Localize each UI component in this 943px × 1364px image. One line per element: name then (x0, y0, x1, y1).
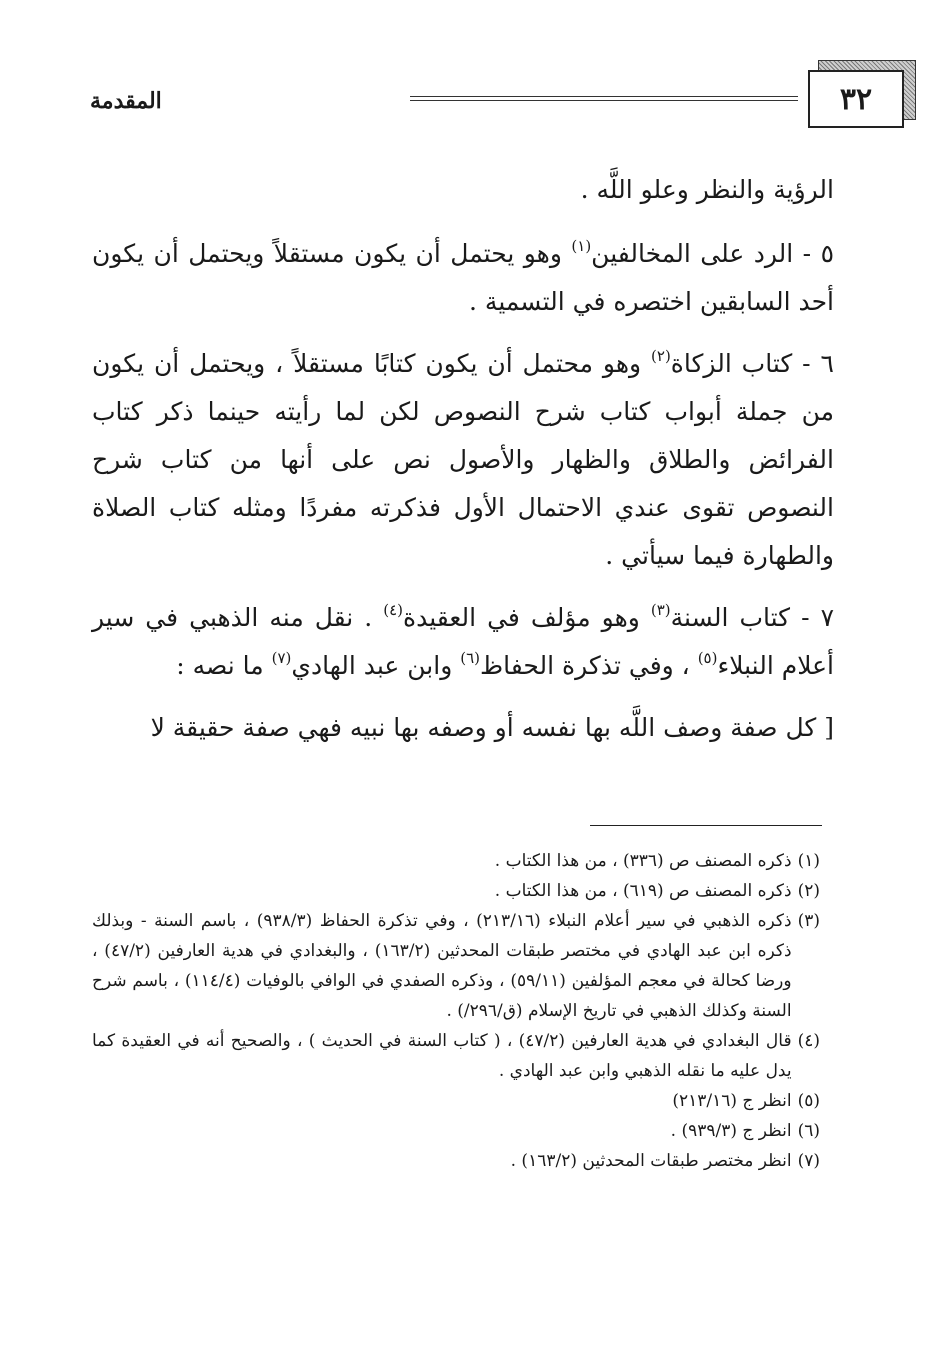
footnote-number: (٧) (797, 1151, 820, 1171)
footnote-number: (٣) (797, 911, 820, 931)
item-7-text-e: ما نصه : (176, 651, 272, 680)
footnote-number: (١) (797, 851, 820, 871)
item-7-text-a: وهو مؤلف في العقيدة (403, 603, 651, 632)
footnote-ref-2[interactable]: (٢) (651, 347, 671, 365)
quotation (92, 704, 834, 752)
footnote (92, 906, 820, 1026)
footnote-ref-6[interactable]: (٦) (460, 649, 480, 667)
footnote-text: قال البغدادي في هدية العارفين (٤٧/٢) ، ( كتاب السنة في الحديث ) ، والصحيح أنه في العقيدة كما يدل عليه ما نقله الذهبي وابن عبد الهادي . (92, 1031, 792, 1081)
item-7-title: ٧ - كتاب السنة (670, 603, 834, 632)
item-7-text-c: ، وفي تذكرة الحفاظ (480, 651, 698, 680)
item-5-text: وهو يحتمل أن يكون مستقلاً ويحتمل أن يكون أحد السابقين اختصره في التسمية . (92, 239, 834, 316)
footnote-text: انظر ج (٢١٣/١٦) (672, 1091, 792, 1111)
paragraph-item-7 (92, 594, 834, 690)
page-number: ٣٢ (839, 81, 873, 117)
footnote (92, 876, 820, 906)
footnote (92, 846, 820, 876)
footnote (92, 1116, 820, 1146)
item-7-text-d: وابن عبد الهادي (291, 651, 461, 680)
item-6-text: وهو محتمل أن يكون كتابًا مستقلاً ، ويحتمل أن يكون من جملة أبواب كتاب شرح النصوص لكن لما رأيته حينما ذكر كتاب الفرائض والطلاق والظهار والأصول نص على أنها من كتاب شرح النصوص تقوى عندي الاحتمال الأول فذكرته مفردًا ومثله كتاب الصلاة والطهارة فيما سيأتي . (92, 349, 834, 570)
footnote-number: (٢) (797, 881, 820, 901)
footnote-ref-3[interactable]: (٣) (650, 601, 671, 619)
footnote (92, 1146, 820, 1176)
page-number-box (808, 70, 904, 128)
footnote-text: ذكره المصنف ص (٣٣٦) ، من هذا الكتاب . (494, 851, 792, 871)
footnote-number: (٥) (797, 1091, 820, 1111)
footnotes (92, 846, 820, 1176)
running-title: المقدمة (90, 88, 162, 114)
footnote-ref-4[interactable]: (٤) (383, 601, 404, 619)
footnote-text: ذكره المصنف ص (٦١٩) ، من هذا الكتاب . (494, 881, 792, 901)
footnote-text: انظر ج (٩٣٩/٣) . (670, 1121, 792, 1141)
header-rule (410, 96, 798, 101)
footnote-number: (٤) (797, 1031, 820, 1051)
footnote-ref-7[interactable]: (٧) (271, 649, 292, 667)
footnote-text: انظر مختصر طبقات المحدثين (١٦٣/٢) . (510, 1151, 792, 1171)
paragraph-item-5 (92, 230, 834, 326)
footnote (92, 1026, 820, 1086)
footnote-separator (590, 825, 822, 826)
paragraph-1-text: الرؤية والنظر وعلو اللَّه . (580, 175, 834, 204)
item-7-text-b: . نقل منه الذهبي في سير أعلام النبلاء (92, 603, 834, 680)
body-text (92, 166, 834, 766)
paragraph-1 (92, 166, 834, 214)
footnote-text: ذكره الذهبي في سير أعلام النبلاء (٢١٣/١٦) ، وفي تذكرة الحفاظ (٩٣٨/٣) ، باسم السنة - وبذلك ذكره ابن عبد الهادي في مختصر طبقات المحدثين (١٦٣/٢) ، والبغدادي في هدية العارفين (٤٧/٢) ، ورضا كحالة في معجم المؤلفين (٥٩/١١) ، وذكره الصفدي في الوافي بالوفيات (١١٤/٤) ، باسم شرح السنة وكذلك الذهبي في تاريخ الإسلام (ق/٢٩٦/) . (92, 911, 792, 1021)
footnote (92, 1086, 820, 1116)
item-5-title: ٥ - الرد على المخالفين (591, 239, 834, 268)
footnote-ref-5[interactable]: (٥) (697, 649, 718, 667)
page-header (90, 60, 873, 130)
footnote-ref-1[interactable]: (١) (571, 237, 592, 255)
quotation-text: [ كل صفة وصف اللَّه بها نفسه أو وصفه بها نبيه فهي صفة حقيقة لا (150, 713, 834, 742)
item-6-title: ٦ - كتاب الزكاة (670, 349, 834, 378)
footnote-number: (٦) (797, 1121, 820, 1141)
paragraph-item-6 (92, 340, 834, 580)
